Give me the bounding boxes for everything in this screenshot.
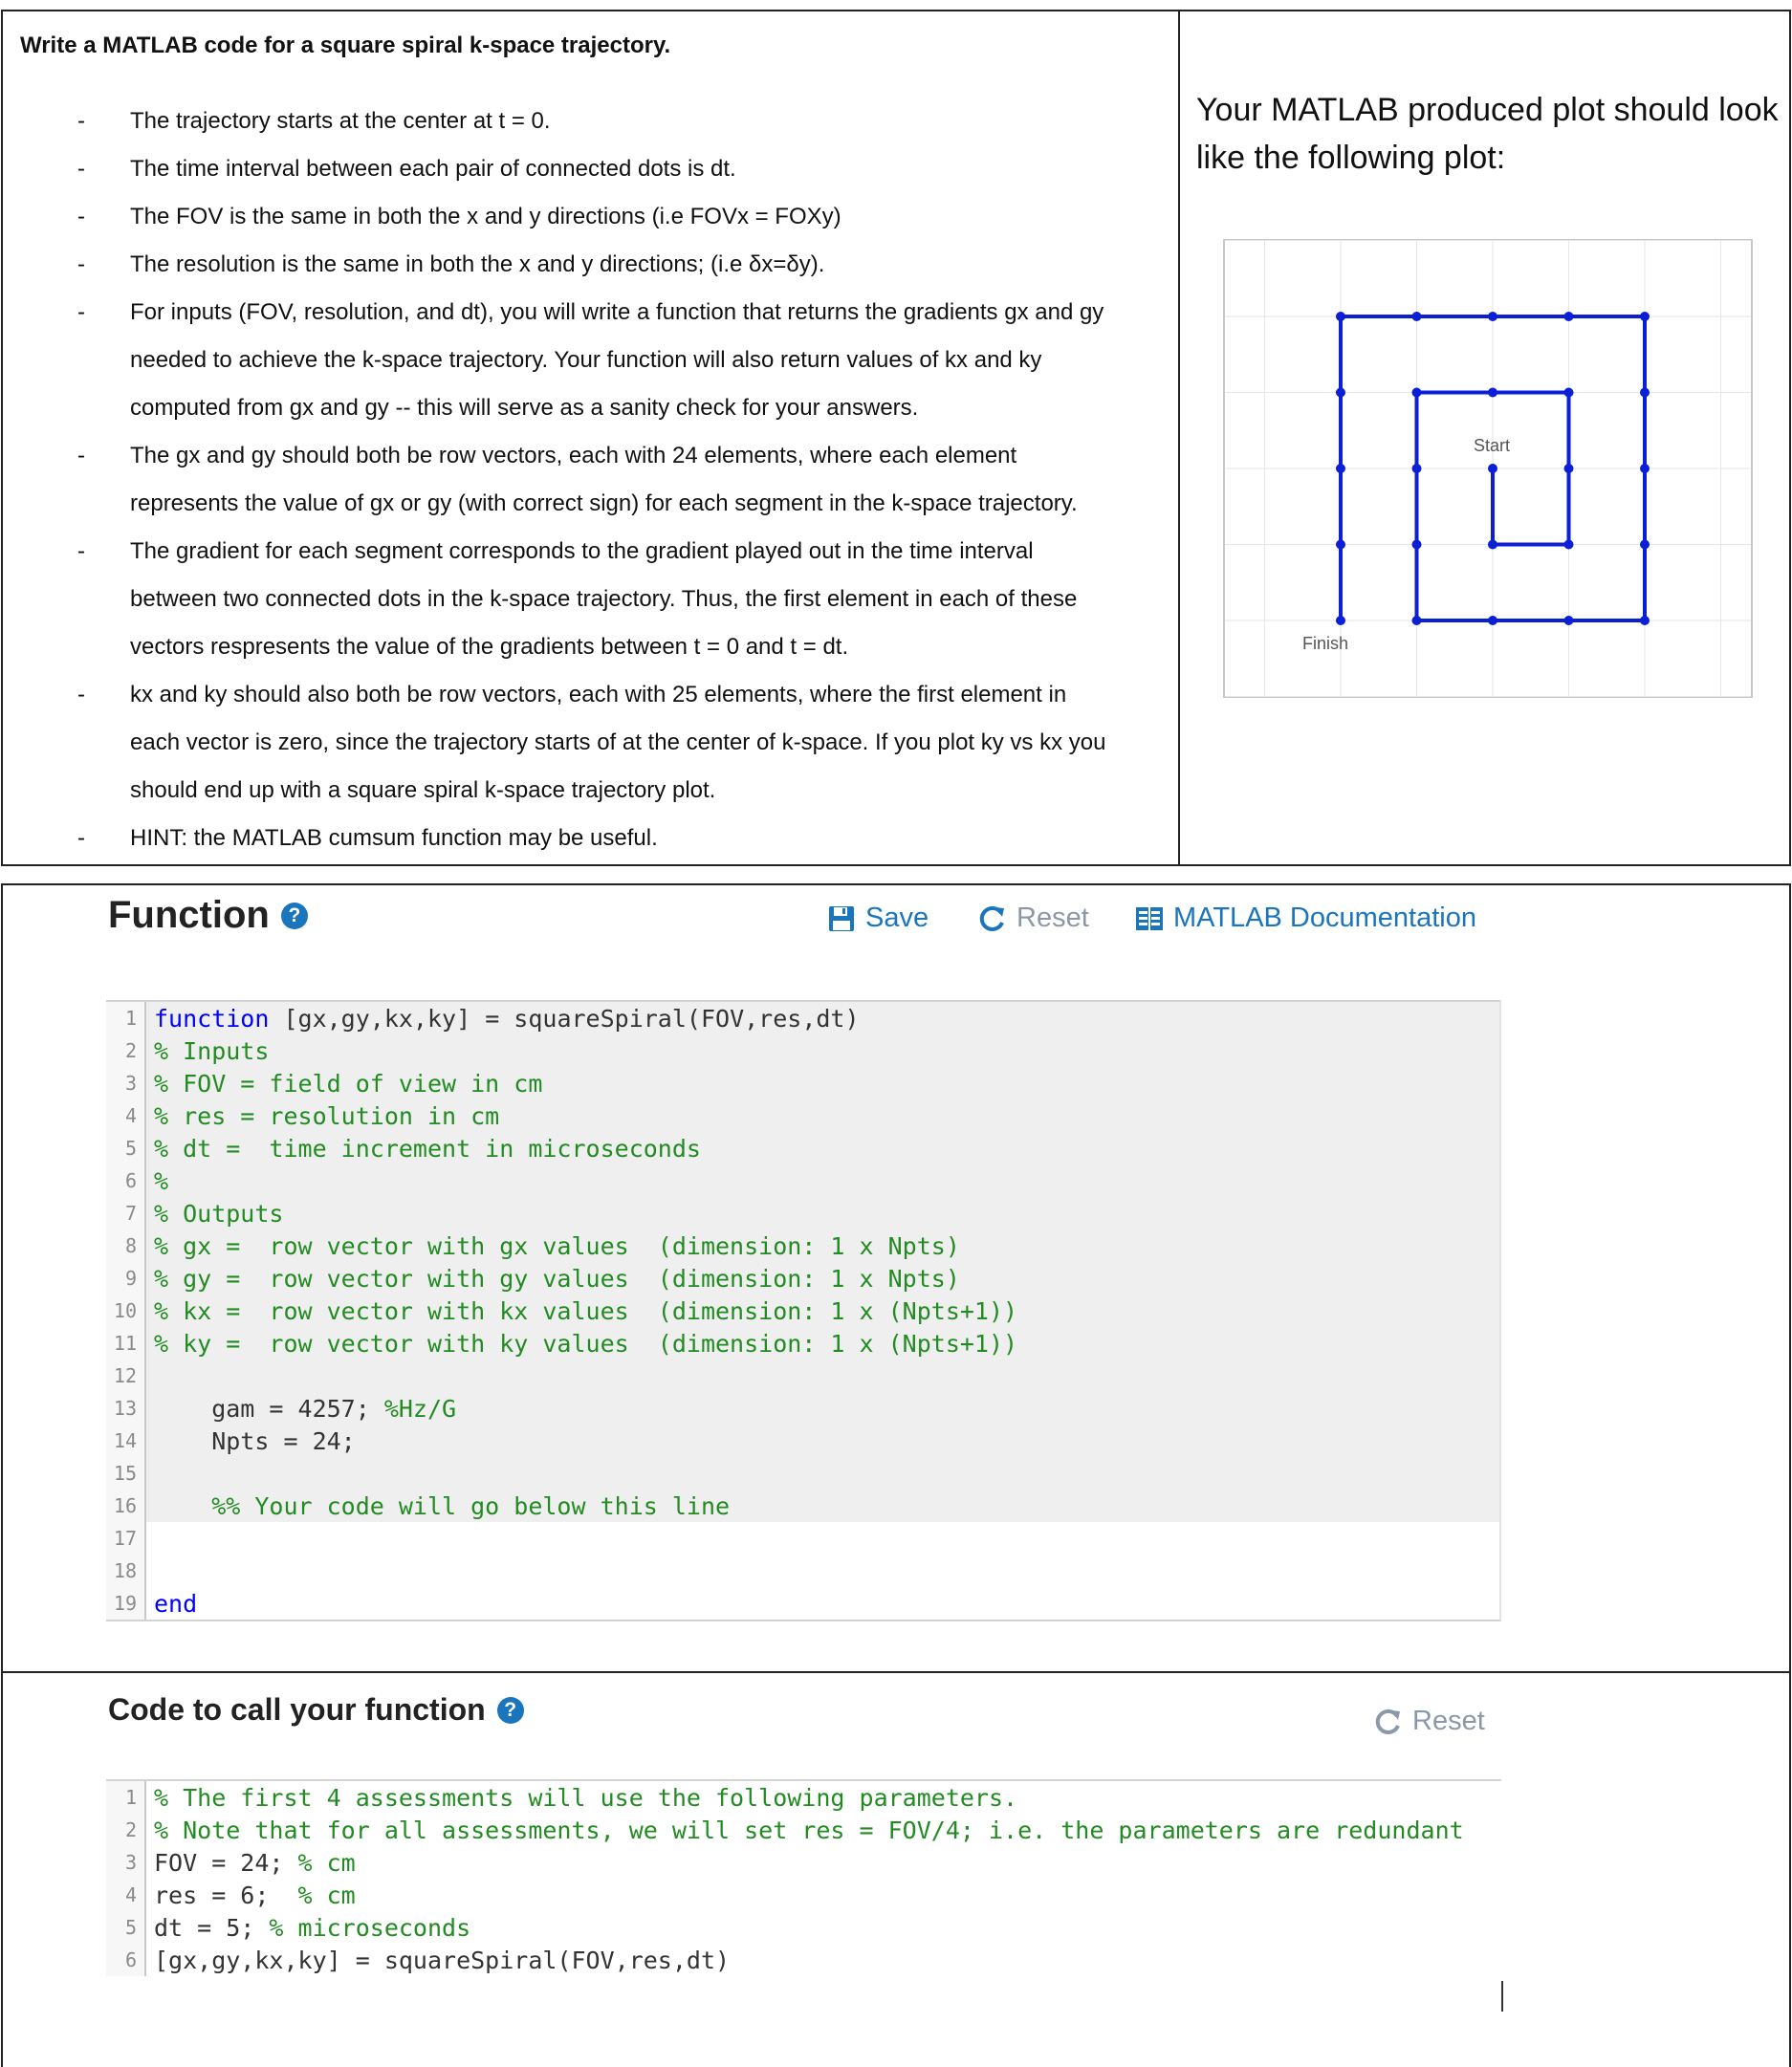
function-heading-text: Function (108, 894, 270, 936)
bullet-dash: - (77, 204, 85, 229)
requirement-text: represents the value of gx or gy (with correct sign) for each segment in the k-space trajectory. (130, 490, 1078, 516)
line-number: 11 (106, 1327, 146, 1360)
code-comment: % Inputs (154, 1036, 270, 1065)
code-comment: % The first 4 assessments will use the following parameters. (154, 1783, 1018, 1812)
code-text (146, 1167, 168, 1195)
line-number: 5 (106, 1132, 146, 1164)
trajectory-point (1412, 312, 1422, 321)
function-code-editor[interactable] (106, 1000, 1501, 1621)
requirement-text: kx and ky should also both be row vectors, each with 25 elements, where the first element in (130, 682, 1067, 707)
code-token: res = 6; (154, 1881, 298, 1909)
trajectory-point (1640, 464, 1650, 473)
book-icon (1135, 905, 1164, 932)
code-line[interactable] (106, 1034, 1499, 1067)
problem-title: Write a MATLAB code for a square spiral k-space trajectory. (20, 33, 671, 58)
code-comment: % Outputs (154, 1199, 284, 1228)
trajectory-point (1564, 616, 1574, 625)
requirement-text: HINT: the MATLAB cumsum function may be useful. (130, 825, 658, 851)
trajectory-point (1564, 388, 1574, 398)
text-cursor (1501, 1981, 1503, 2012)
call-function-heading (108, 1692, 524, 1728)
requirement-item (3, 432, 1178, 528)
code-token: Npts = 24; (154, 1426, 356, 1455)
line-number: 9 (106, 1262, 146, 1295)
code-text (146, 1037, 269, 1065)
line-number: 7 (106, 1197, 146, 1229)
trajectory-point (1336, 388, 1345, 398)
trajectory-point (1412, 540, 1422, 550)
code-line[interactable] (106, 1522, 1499, 1555)
code-comment: % dt = time increment in microseconds (154, 1134, 701, 1163)
requirement-text: each vector is zero, since the trajectory starts of at the center of k-space. If you plot ky vs kx you (130, 729, 1106, 755)
code-text (146, 1492, 730, 1520)
code-text (146, 1265, 960, 1293)
bullet-dash: - (77, 299, 85, 325)
bullet-dash: - (77, 538, 85, 564)
code-text (146, 1590, 197, 1618)
line-number: 1 (106, 1002, 146, 1034)
line-number: 6 (106, 1944, 146, 1976)
line-number: 6 (106, 1164, 146, 1197)
trajectory-point (1336, 616, 1345, 625)
finish-label: Finish (1302, 634, 1349, 653)
code-line[interactable] (106, 1229, 1499, 1262)
trajectory-point (1564, 312, 1574, 321)
code-text (146, 1102, 499, 1130)
requirement-text: between two connected dots in the k-space trajectory. Thus, the first element in each of these (130, 586, 1078, 612)
code-comment: % (154, 1166, 169, 1195)
code-line[interactable] (106, 1425, 1499, 1457)
requirement-item (3, 241, 1178, 289)
code-line[interactable] (106, 1164, 1499, 1197)
bullet-dash: - (77, 443, 85, 468)
reset-button[interactable] (978, 903, 1089, 934)
reset-label: Reset (1016, 903, 1089, 933)
code-text (146, 1817, 1464, 1844)
line-number: 2 (106, 1814, 146, 1846)
line-number: 15 (106, 1457, 146, 1490)
code-text (146, 1005, 860, 1033)
code-comment: %% Your code will go below this line (154, 1491, 731, 1520)
line-number: 12 (106, 1360, 146, 1392)
requirement-item (3, 671, 1178, 815)
code-line[interactable] (106, 1295, 1499, 1327)
code-line[interactable] (106, 1002, 1499, 1034)
requirement-item (3, 98, 1178, 145)
bullet-dash: - (77, 682, 85, 707)
line-number: 8 (106, 1229, 146, 1262)
line-number: 2 (106, 1034, 146, 1067)
code-comment: % FOV = field of view in cm (154, 1069, 543, 1098)
code-comment: % Note that for all assessments, we will set res = FOV/4; i.e. the parameters are redundant (154, 1816, 1464, 1844)
code-keyword: end (154, 1589, 198, 1618)
save-button[interactable] (827, 903, 929, 934)
requirement-text: The resolution is the same in both the x and y directions; (i.e δx=δy). (130, 251, 825, 277)
trajectory-point (1336, 312, 1345, 321)
line-number: 10 (106, 1295, 146, 1327)
code-line[interactable] (106, 1587, 1499, 1620)
bullet-dash: - (77, 251, 85, 277)
line-number: 14 (106, 1425, 146, 1457)
code-text (146, 1882, 356, 1909)
code-text (146, 1232, 960, 1260)
example-trajectory-plot (1223, 239, 1753, 698)
requirement-item (3, 193, 1178, 241)
trajectory-point (1640, 616, 1650, 625)
call-code-editor[interactable] (106, 1779, 1501, 1976)
requirement-item (3, 145, 1178, 193)
code-line[interactable] (106, 1457, 1499, 1490)
trajectory-point (1336, 464, 1345, 473)
line-number: 16 (106, 1490, 146, 1522)
code-comment: % microseconds (269, 1913, 471, 1942)
requirement-text: needed to achieve the k-space trajectory. Your function will also return values of kx and ky (130, 347, 1042, 373)
code-line[interactable] (106, 1781, 1501, 1814)
requirement-text: computed from gx and gy -- this will serve as a sanity check for your answers. (130, 395, 919, 421)
code-comment: % cm (297, 1848, 356, 1877)
code-line[interactable] (106, 1846, 1501, 1879)
bullet-dash: - (77, 156, 85, 182)
code-line[interactable] (106, 1490, 1499, 1522)
save-label: Save (865, 903, 929, 933)
trajectory-point (1412, 616, 1422, 625)
call-reset-label: Reset (1412, 1706, 1485, 1736)
code-token: [gx,gy,kx,ky] = squareSpiral(FOV,res,dt) (269, 1004, 860, 1033)
matlab-documentation-link[interactable] (1135, 903, 1476, 934)
code-text (146, 1070, 542, 1098)
bullet-dash: - (77, 825, 85, 851)
requirement-text: should end up with a square spiral k-space trajectory plot. (130, 777, 716, 803)
code-token: gam = 4257; (154, 1394, 384, 1423)
line-number: 17 (106, 1522, 146, 1555)
code-text (146, 1330, 1017, 1358)
code-text (146, 1914, 470, 1942)
call-function-heading-text: Code to call your function (108, 1692, 486, 1727)
trajectory-point (1640, 388, 1650, 398)
requirement-text: The time interval between each pair of connected dots is dt. (130, 156, 736, 182)
trajectory-point (1564, 540, 1574, 550)
trajectory-point (1488, 616, 1497, 625)
code-line[interactable] (106, 1197, 1499, 1229)
requirements-list (3, 98, 1178, 862)
requirement-text: The gx and gy should both be row vectors, each with 24 elements, where each element (130, 443, 1017, 468)
code-line[interactable] (106, 1814, 1501, 1846)
line-number: 3 (106, 1846, 146, 1879)
code-keyword: function (154, 1004, 270, 1033)
reset-icon (978, 904, 1007, 933)
start-label: Start (1474, 436, 1511, 455)
code-token: [gx,gy,kx,ky] = squareSpiral(FOV,res,dt) (154, 1946, 731, 1974)
requirement-text: vectors respresents the value of the gradients between t = 0 and t = dt. (130, 634, 849, 660)
code-comment: % res = resolution in cm (154, 1101, 500, 1130)
save-icon (827, 904, 856, 933)
help-icon[interactable]: ? (281, 903, 308, 929)
line-number: 4 (106, 1879, 146, 1911)
trajectory-point (1488, 540, 1497, 550)
line-number: 18 (106, 1555, 146, 1587)
trajectory-point (1336, 540, 1345, 550)
plot-caption: Your MATLAB produced plot should look like the following plot: (1196, 92, 1779, 176)
requirement-text: The FOV is the same in both the x and y directions (i.e FOVx = FOXy) (130, 204, 841, 229)
matlab-documentation-label: MATLAB Documentation (1173, 903, 1476, 933)
code-text (146, 1200, 283, 1228)
call-reset-button[interactable] (1374, 1706, 1485, 1737)
code-token: dt = 5; (154, 1913, 270, 1942)
code-comment: % kx = row vector with kx values (dimension: 1 x (Npts+1)) (154, 1296, 1018, 1325)
requirement-text: For inputs (FOV, resolution, and dt), you will write a function that returns the gradients gx and gy (130, 299, 1104, 325)
requirement-item (3, 815, 1178, 862)
code-text (146, 1784, 1017, 1812)
trajectory-point (1412, 388, 1422, 398)
code-line[interactable] (106, 1327, 1499, 1360)
code-line[interactable] (106, 1262, 1499, 1295)
column-divider (1178, 11, 1180, 864)
function-heading (108, 894, 308, 937)
line-number: 13 (106, 1392, 146, 1425)
code-line[interactable] (106, 1067, 1499, 1099)
trajectory-point (1640, 312, 1650, 321)
trajectory-point (1412, 464, 1422, 473)
code-token: FOV = 24; (154, 1848, 298, 1877)
code-line[interactable] (106, 1911, 1501, 1944)
code-line[interactable] (106, 1392, 1499, 1425)
code-text (146, 1947, 730, 1974)
trajectory-point (1488, 464, 1497, 473)
code-comment: % cm (297, 1881, 356, 1909)
code-line[interactable] (106, 1360, 1499, 1392)
code-text (146, 1395, 456, 1423)
line-number: 1 (106, 1781, 146, 1814)
trajectory-point (1488, 312, 1497, 321)
bullet-dash: - (77, 108, 85, 134)
code-comment: % gx = row vector with gx values (dimension: 1 x Npts) (154, 1231, 960, 1260)
reset-icon (1374, 1708, 1403, 1736)
code-comment: %Hz/G (383, 1394, 457, 1423)
code-line[interactable] (106, 1879, 1501, 1911)
trajectory-point (1640, 540, 1650, 550)
code-text (146, 1135, 701, 1163)
trajectory-point (1488, 388, 1497, 398)
help-icon[interactable]: ? (497, 1697, 524, 1724)
requirement-text: The gradient for each segment corresponds to the gradient played out in the time interval (130, 538, 1034, 564)
problem-statement (1, 10, 1791, 866)
code-comment: % gy = row vector with gy values (dimension: 1 x Npts) (154, 1264, 960, 1293)
requirement-item (3, 528, 1178, 671)
code-text (146, 1849, 356, 1877)
line-number: 5 (106, 1911, 146, 1944)
line-number: 4 (106, 1099, 146, 1132)
code-text (146, 1297, 1017, 1325)
code-text (146, 1427, 356, 1455)
line-number: 3 (106, 1067, 146, 1099)
code-comment: % ky = row vector with ky values (dimension: 1 x (Npts+1)) (154, 1329, 1018, 1358)
code-line[interactable] (106, 1944, 1501, 1976)
requirement-item (3, 289, 1178, 432)
trajectory-point (1564, 464, 1574, 473)
code-line[interactable] (106, 1555, 1499, 1587)
line-number: 19 (106, 1587, 146, 1620)
code-line[interactable] (106, 1132, 1499, 1164)
code-line[interactable] (106, 1099, 1499, 1132)
requirement-text: The trajectory starts at the center at t = 0. (130, 108, 551, 134)
